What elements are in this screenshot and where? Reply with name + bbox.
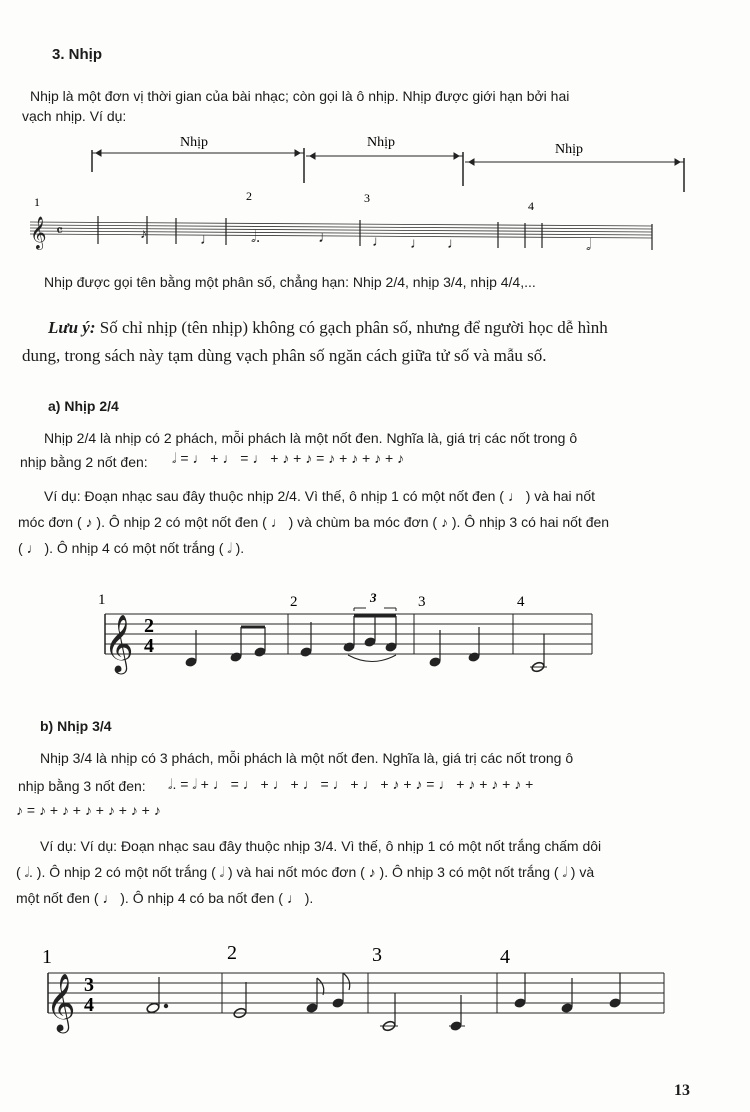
staff-3-4: [0, 935, 750, 1045]
measure-number-3: 3: [372, 944, 382, 966]
part-a-line-2: nhịp bằng 2 nốt đen:: [20, 454, 148, 470]
note-line-1: [48, 318, 608, 338]
treble-clef: 𝄞: [104, 615, 134, 671]
time-sig-top: 2: [144, 615, 154, 637]
treble-clef: 𝄞: [30, 218, 47, 249]
measure-number-4: 4: [517, 594, 525, 610]
svg-text:𝅗𝅥.: 𝅗𝅥.: [251, 229, 261, 246]
triplet-number: 3: [370, 590, 377, 605]
svg-text:♪: ♪: [140, 227, 147, 242]
measure-number-1: 1: [34, 195, 40, 209]
naming-line: Nhịp được gọi tên bằng một phân số, chẳng hạn: Nhịp 2/4, nhịp 3/4, nhịp 4/4,...: [44, 274, 536, 290]
measure-number-4: 4: [528, 199, 534, 213]
time-sig-bottom: 4: [144, 635, 154, 657]
part-a-title: a) Nhịp 2/4: [48, 398, 119, 414]
part-b-example-2: ( 𝅗𝅥. ). Ô nhịp 2 có một nốt trắng ( 𝅗𝅥 ) và hai nốt móc đơn ( ♪ ). Ô nhịp 3 có một nốt trắng ( 𝅗𝅥 ) và: [16, 864, 595, 880]
measure-number-3: 3: [418, 594, 426, 610]
measure-number-1: 1: [98, 592, 106, 608]
intro-line-1: Nhịp là một đơn vị thời gian của bài nhạc; còn gọi là ô nhịp. Nhịp được giới hạn bởi hai: [30, 88, 570, 104]
section-title: 3. Nhịp: [52, 46, 103, 63]
note-text-1: Số chỉ nhịp (tên nhịp) không có gạch phân số, nhưng để người học dễ hình: [95, 318, 608, 337]
measure-number-2: 2: [246, 189, 252, 203]
part-b-equation-2: ♪ = ♪ + ♪ + ♪ + ♪ + ♪ + ♪: [16, 802, 161, 818]
measure-number-3: 3: [364, 191, 370, 205]
part-a-line-1: Nhịp 2/4 là nhịp có 2 phách, mỗi phách là một nốt đen. Nghĩa là, giá trị các nốt trong ô: [44, 430, 578, 446]
note-line-2: dung, trong sách này tạm dùng vạch phân số ngăn cách giữa tử số và mẫu số.: [22, 346, 547, 365]
measure-number-2: 2: [290, 594, 298, 610]
svg-text:♩: ♩: [410, 236, 425, 252]
time-signature-c: 𝄴: [56, 223, 64, 240]
svg-text:♩: ♩: [318, 229, 334, 246]
part-b-line-2: nhịp bằng 3 nốt đen:: [18, 778, 146, 794]
time-sig-top: 3: [84, 974, 94, 996]
part-b-line-1: Nhịp 3/4 là nhịp có 3 phách, mỗi phách là một nốt đen. Nghĩa là, giá trị các nốt trong ô: [40, 750, 574, 766]
svg-text:♩: ♩: [447, 236, 462, 252]
part-b-title: b) Nhịp 3/4: [40, 718, 112, 734]
part-a-example-1: Ví dụ: Đoạn nhạc sau đây thuộc nhịp 2/4. Vì thế, ô nhịp 1 có một nốt đen ( ♩ ) và hai nốt: [44, 488, 596, 504]
svg-text:♩: ♩: [372, 234, 387, 250]
part-a-example-2: móc đơn ( ♪ ). Ô nhịp 2 có một nốt đen ( ♩ ) và chùm ba móc đơn ( ♪ ). Ô nhịp 3 có hai nốt đen: [18, 514, 610, 530]
part-b-example-3: một nốt đen ( ♩ ). Ô nhịp 4 có ba nốt đen ( ♩ ).: [16, 890, 314, 906]
measure-diagram: [0, 120, 750, 270]
nhip-label-1: Nhịp: [180, 135, 208, 150]
staff-2-4: [0, 580, 750, 690]
measure-number-1: 1: [42, 946, 52, 968]
part-a-example-3: ( ♩ ). Ô nhịp 4 có một nốt trắng ( 𝅗𝅥 ).: [18, 540, 245, 556]
svg-text:♩: ♩: [200, 232, 215, 248]
measure-number-2: 2: [227, 942, 237, 964]
treble-clef: 𝄞: [46, 974, 76, 1030]
page-number: 13: [674, 1082, 690, 1099]
measure-number-4: 4: [500, 946, 510, 968]
part-b-equation-1: 𝅗𝅥. = 𝅗𝅥 + ♩ = ♩ + ♩ + ♩ = ♩ + ♩ + ♪ + ♪ = ♩ + ♪ + ♪ + ♪ +: [168, 776, 534, 792]
note-label: Lưu ý:: [48, 318, 96, 337]
intro-line-2: vạch nhịp. Ví dụ:: [22, 108, 127, 124]
time-sig-bottom: 4: [84, 994, 94, 1016]
svg-text:𝅗𝅥: 𝅗𝅥: [586, 237, 592, 254]
part-a-equation: 𝅗𝅥 = ♩ + ♩ = ♩ + ♪ + ♪ = ♪ + ♪ + ♪ + ♪: [172, 450, 405, 466]
part-b-example-1: Ví dụ: Ví dụ: Đoạn nhạc sau đây thuộc nhịp 3/4. Vì thế, ô nhịp 1 có một nốt trắng chấm dôi: [40, 838, 602, 854]
nhip-label-2: Nhịp: [367, 135, 395, 150]
nhip-label-3: Nhịp: [555, 142, 583, 157]
